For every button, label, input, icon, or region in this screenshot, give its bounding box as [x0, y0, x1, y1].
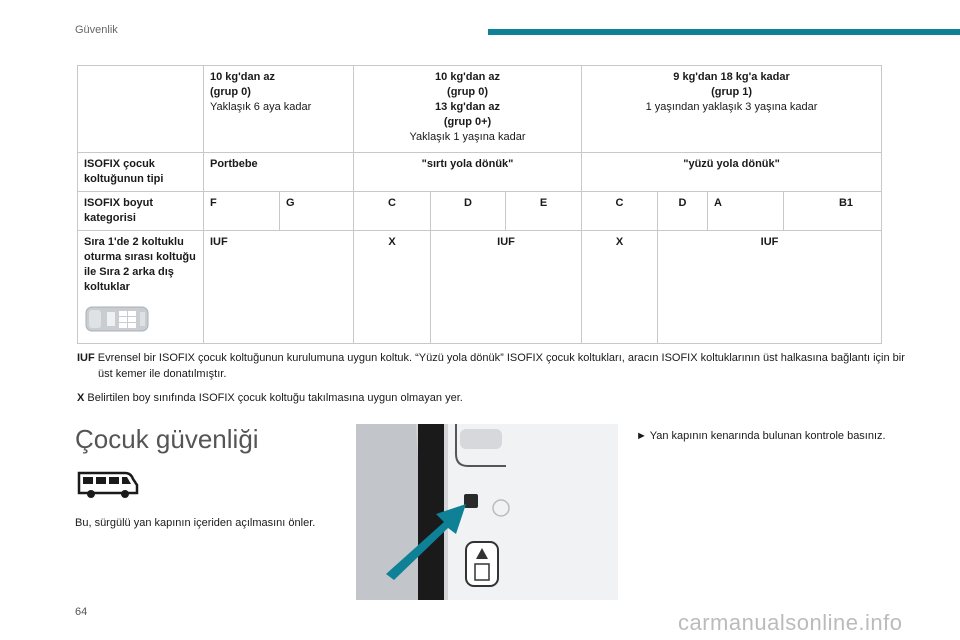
van-icon	[75, 467, 139, 499]
table-row	[78, 231, 882, 344]
suitability-value: X	[582, 231, 658, 344]
size-category: G	[280, 192, 354, 231]
row-label: ISOFIX çocuk koltuğunun tipi	[78, 153, 204, 192]
group-label: (grup 0)	[210, 86, 251, 98]
note-text: Evrensel bir ISOFIX çocuk koltuğunun kurulumuna uygun koltuk. “Yüzü yola dönük” ISOFIX çocuk koltukları, aracın ISOFIX koltuklarının üst halkasına bağlantı için bir üst kemer ile donatılmıştır.	[97, 352, 905, 380]
table-row	[78, 66, 882, 153]
header-section-title: Güvenlik	[75, 24, 118, 36]
size-category: D	[431, 192, 506, 231]
weight-group-0: 10 kg'dan az	[210, 71, 275, 83]
seat-type: "yüzü yola dönük"	[582, 153, 882, 192]
row-label: Sıra 1'de 2 koltuklu oturma sırası koltuğu ile Sıra 2 arka dış koltuklar	[78, 231, 204, 344]
seat-type: Portbebe	[204, 153, 354, 192]
weight-group-0plus: 13 kg'dan az	[435, 101, 501, 113]
size-category: E	[506, 192, 582, 231]
isofix-table	[77, 65, 882, 344]
section-body-text: Bu, sürgülü yan kapının içeriden açılmasını önler.	[75, 517, 316, 529]
age-range: Yaklaşık 1 yaşına kadar	[409, 131, 526, 143]
seat-type: "sırtı yola dönük"	[354, 153, 582, 192]
suitability-value: IUF	[204, 231, 354, 344]
instruction-step: ► Yan kapının kenarında bulunan kontrole basınız.	[636, 430, 886, 442]
table-cell	[354, 66, 582, 153]
suitability-value: IUF	[658, 231, 882, 344]
header-accent-bar	[488, 29, 960, 35]
watermark: carmanualsonline.info	[678, 610, 903, 635]
size-category: D	[658, 192, 708, 231]
suitability-value: X	[354, 231, 431, 344]
note-iuf	[77, 350, 918, 382]
group-label: (grup 1)	[711, 86, 753, 98]
note-x	[77, 390, 897, 406]
age-range: Yaklaşık 6 aya kadar	[210, 101, 312, 113]
sliding-door-photo	[356, 424, 618, 600]
size-category: C	[582, 192, 658, 231]
suitability-value: IUF	[431, 231, 582, 344]
table-row	[78, 153, 882, 192]
size-category: A	[708, 192, 784, 231]
table-cell	[582, 66, 882, 153]
table-row	[78, 192, 882, 231]
row-label: ISOFIX boyut kategorisi	[78, 192, 204, 231]
bus-seating-diagram-icon	[85, 305, 151, 333]
section-title: Çocuk güvenliği	[75, 424, 259, 454]
age-range: 1 yaşından yaklaşık 3 yaşına kadar	[645, 101, 818, 113]
weight-group-0: 10 kg'dan az	[435, 71, 501, 83]
group-label: (grup 0)	[447, 86, 488, 98]
table-cell	[204, 66, 354, 153]
size-category: F	[204, 192, 280, 231]
size-category: B1	[784, 192, 882, 231]
weight-group-1: 9 kg'dan 18 kg'a kadar	[673, 71, 790, 83]
group-label: (grup 0+)	[443, 116, 492, 128]
size-category: C	[354, 192, 431, 231]
note-key: X	[77, 392, 85, 404]
table-cell	[78, 66, 204, 153]
note-key: IUF	[77, 352, 95, 364]
note-text: Belirtilen boy sınıfında ISOFIX çocuk koltuğu takılmasına uygun olmayan yer.	[87, 392, 463, 404]
page-number: 64	[75, 606, 88, 618]
